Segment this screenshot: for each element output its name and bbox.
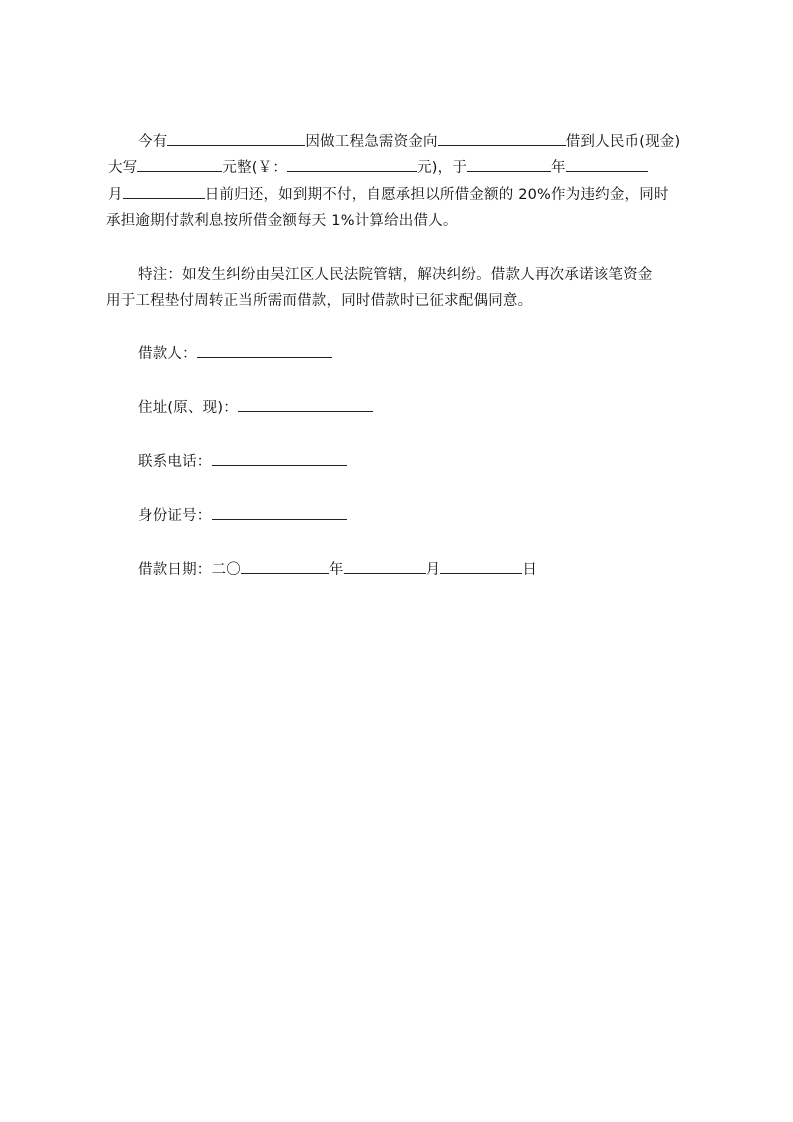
date-year-label: 年: [328, 562, 344, 578]
blank-amount-number[interactable]: [287, 156, 417, 172]
blank-repay-year[interactable]: [467, 156, 551, 172]
blank-borrower-from[interactable]: [438, 130, 566, 146]
blank-repay-day[interactable]: [123, 183, 205, 199]
field-borrower: [138, 341, 332, 367]
text-year: 年: [551, 160, 566, 176]
borrower-label: 借款人：: [138, 346, 197, 362]
date-year-input[interactable]: [241, 558, 329, 574]
blank-lender-name[interactable]: [167, 130, 305, 146]
text-borrow-rmb: 借到人民币(现金): [565, 134, 681, 150]
date-month-label: 月: [425, 562, 441, 578]
date-label: 借款日期：二〇: [138, 562, 241, 578]
date-day-input[interactable]: [440, 558, 522, 574]
paragraph2-line2: [106, 288, 532, 314]
text-special-note: 特注：如发生纠纷由吴江区人民法院管辖，解决纠纷。借款人再次承诺该笔资金: [138, 267, 653, 283]
text-yuan-on: 元)，于: [417, 160, 468, 176]
phone-label: 联系电话：: [138, 454, 212, 470]
field-id-number: [138, 503, 347, 529]
paragraph1-line3: [108, 182, 669, 208]
paragraph1-line2: [108, 155, 648, 181]
blank-amount-capital[interactable]: [137, 156, 222, 172]
text-today: 今有: [138, 134, 168, 150]
field-phone: [138, 449, 347, 475]
text-repay-terms: 日前归还，如到期不付，自愿承担以所借金额的 20%作为违约金，同时: [204, 187, 669, 203]
id-label: 身份证号：: [138, 508, 212, 524]
field-address: [138, 395, 373, 421]
text-month: 月: [108, 187, 123, 203]
date-day-label: 日: [522, 562, 538, 578]
paragraph1-line4: [106, 208, 458, 234]
text-interest-terms: 承担逾期付款利息按所借金额每天 1%计算给出借人。: [106, 213, 458, 229]
text-reason: 因做工程急需资金向: [305, 134, 438, 150]
id-input[interactable]: [212, 504, 347, 520]
text-capital: 大写: [108, 160, 138, 176]
date-month-input[interactable]: [344, 558, 426, 574]
address-input[interactable]: [238, 396, 373, 412]
phone-input[interactable]: [212, 450, 347, 466]
borrower-input[interactable]: [197, 342, 332, 358]
field-loan-date: [138, 557, 537, 583]
blank-repay-month-pre[interactable]: [566, 156, 648, 172]
address-label: 住址(原、现)：: [138, 400, 238, 416]
text-spouse-consent: 用于工程垫付周转正当所需而借款，同时借款时已征求配偶同意。: [106, 293, 533, 309]
text-yuan-whole: 元整(￥：: [222, 160, 288, 176]
paragraph2-line1: [138, 262, 653, 288]
paragraph1-line1: [138, 129, 680, 155]
